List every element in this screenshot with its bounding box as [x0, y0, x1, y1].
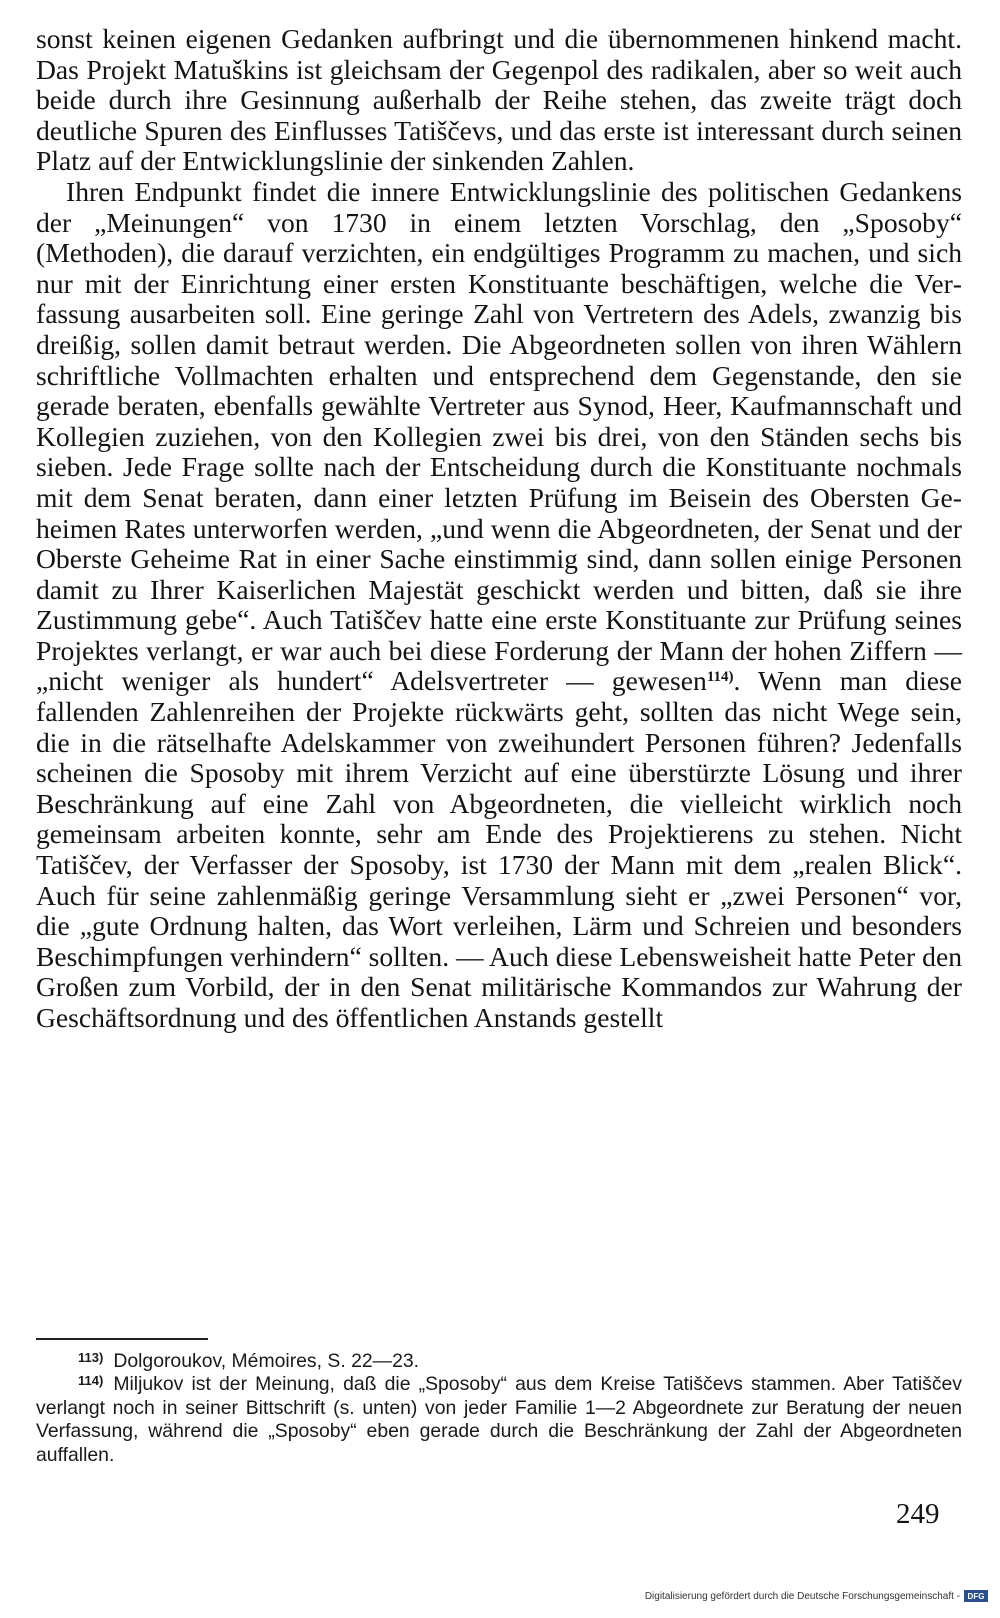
main-text	[36, 24, 962, 1034]
paragraph: sonst keinen eigenen Gedanken aufbringt und die übernommenen hinkend macht. Das Projekt Matuškins ist gleichsam der Gegenpol des radikalen, aber so weit auch beide durch ihre Gesinnung außerhalb der Reihe stehen, das zweite trägt doch deutliche Spuren des Einflusses Tatiščevs, und das erste ist interessant durch seinen Platz auf der Entwicklungslinie der sinkenden Zahlen.	[36, 23, 962, 177]
footnote-text: Dolgoroukov, Mémoires, S. 22—23.	[113, 1350, 420, 1372]
credit-text: Digitalisierung gefördert durch die Deutsche Forschungsgemeinschaft -	[644, 1590, 960, 1602]
paragraph-text: . Wenn man diese fallenden Zahlenreihen der Projekte rückwärts geht, sollten das nicht Wege sein, die in die rätselhafte Adelskammer von zweihundert Personen führen? Jedenfalls scheinen die Sposoby mit ihrem Verzicht auf eine überstürzte Lösung und ihrer Beschränkung auf eine Zahl von Abgeordneten, die vielleicht wirklich noch gemeinsam arbeiten konnte, sehr am Ende des Projektierens zu stehen. Nicht Tatiščev, der Verfasser der Sposoby, ist 1730 der Mann mit dem „realen Blick“. Auch für seine zahlenmäßig geringe Versammlung sieht er „zwei Personen“ vor, die „gute Ordnung halten, das Wort verleihen, Lärm und Schreien und besonders Beschimpfungen verhindern“ sollten. — Auch diese Lebensweisheit hatte Peter den Großen zum Vorbild, der in den Senat militärische Kommandos zur Wahrung der Geschäftsordnung und des öffentlichen Anstands gestellt	[36, 665, 963, 1033]
footnotes	[36, 1350, 962, 1467]
footnote-divider	[36, 1338, 208, 1340]
page-number: 249	[896, 1498, 940, 1530]
dfg-logo: DFG	[964, 1590, 988, 1602]
footnote: 114) Miljukov ist der Meinung, daß die „Sposoby“ aus dem Kreise Tatiščevs stammen. Aber Tatiščev verlangt noch in seiner Bittschrift (s. unten) von jeder Familie 1—2 Abgeordnete zur Beratung der neuen Verfassung, während die „Sposoby“ eben gerade durch die Beschränkung der Zahl der Abgeordneten auffallen.	[36, 1373, 962, 1466]
footnote: 113) Dolgoroukov, Mémoires, S. 22—23.	[78, 1350, 420, 1372]
digitization-credit	[645, 1590, 988, 1602]
footnote-reference: 114)	[706, 669, 734, 686]
footnote-text: Miljukov ist der Meinung, daß die „Sposoby“ aus dem Kreise Tatiščevs stammen. Aber Tatiščev verlangt noch in seiner Bittschrift (s. unten) von jeder Familie 1—2 Abgeordnete zur Beratung der neuen Verfassung, während die „Sposoby“ eben gerade durch die Beschränkung der Zahl der Abgeordneten auffallen.	[36, 1373, 962, 1466]
paragraph	[36, 177, 962, 1034]
paragraph-text: Ihren Endpunkt findet die innere Entwicklungslinie des politischen Gedankens der „Meinungen“ von 1730 in einem letzten Vorschlag, den „Sposoby“ (Methoden), die darauf verzichten, ein endgültiges Programm zu machen, und sich nur mit der Einrichtung einer ersten Konstituante beschäftigen, welche die Verfassung ausarbeiten soll. Eine geringe Zahl von Vertretern des Adels, zwanzig bis dreißig, sollen damit betraut werden. Die Abgeordneten sollen von ihren Wählern schriftliche Vollmachten erhalten und entsprechend dem Gegenstande, den sie gerade beraten, ebenfalls gewählte Vertreter aus Synod, Heer, Kaufmannschaft und Kollegien zuziehen, von den Kollegien zwei bis drei, von den Ständen sechs bis sieben. Jede Frage sollte nach der Entscheidung durch die Konstituante nochmals mit dem Senat beraten, dann einer letzten Prüfung im Beisein des Obersten Geheimen Rates unterworfen werden, „und wenn die Abgeordneten, der Senat und der Oberste Geheime Rat in einer Sache einstimmig sind, dann sollen einige Personen damit zu Ihrer Kaiserlichen Majestät geschickt werden und bitten, daß sie ihre Zustimmung gebe“. Auch Tatiščev hatte eine erste Konstituante zur Prüfung seines Projektes verlangt, er war auch bei diese Forderung der Mann der hohen Ziffern — „nicht weniger als hundert“ Adelsvertreter — gewesen	[36, 175, 962, 697]
